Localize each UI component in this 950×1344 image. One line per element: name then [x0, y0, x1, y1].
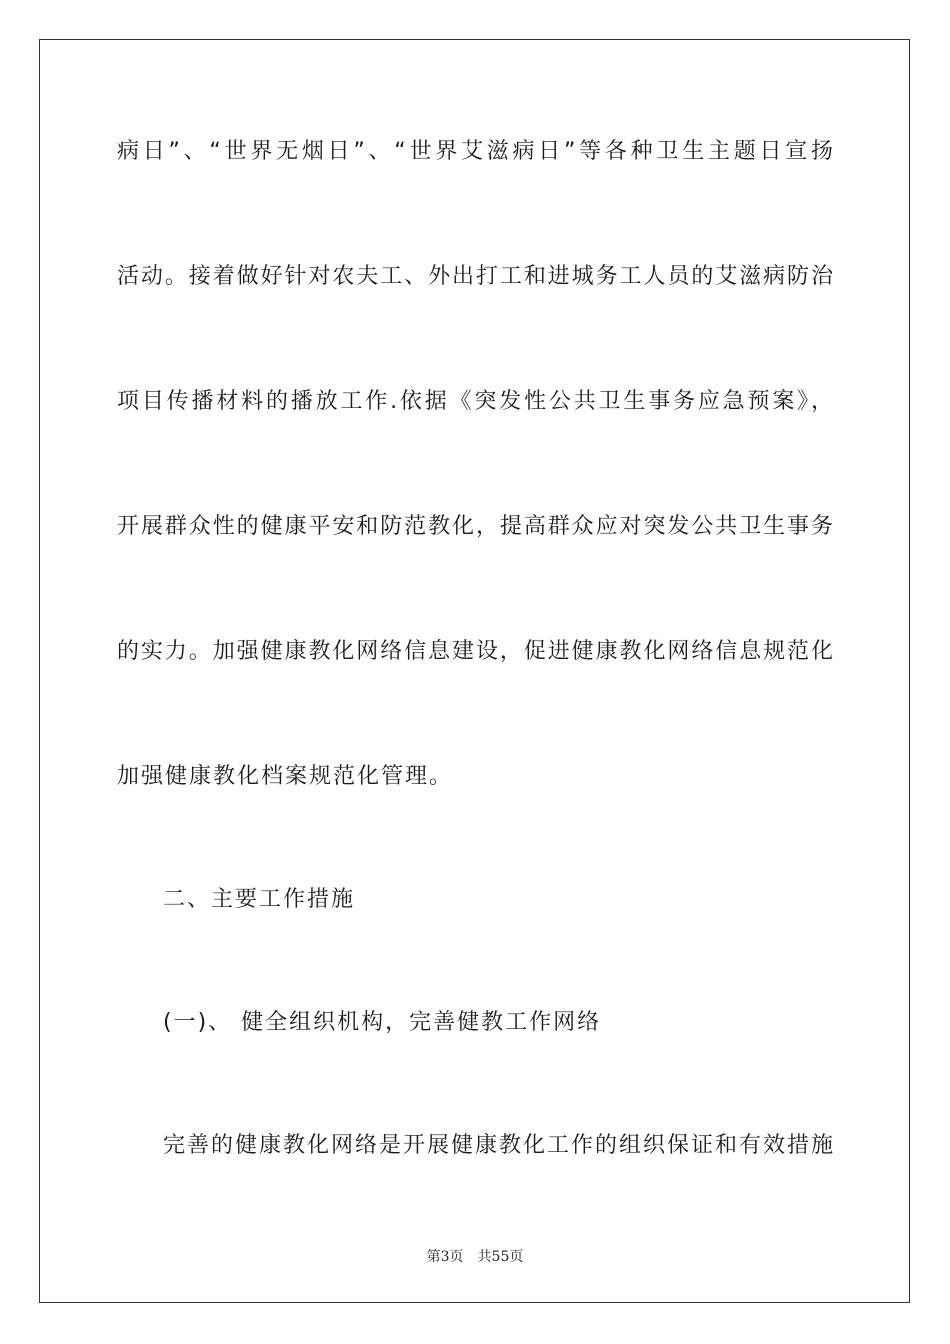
page-border — [39, 39, 910, 1303]
body-line-6: 加强健康教化档案规范化管理。 — [117, 764, 454, 789]
body-line-5: 的实力。加强健康教化网络信息建设，促进健康教化网络信息规范化 — [117, 639, 833, 664]
page-total: 共55页 — [477, 1249, 524, 1265]
body-line-7: 完善的健康教化网络是开展健康教化工作的组织保证和有效措施 — [163, 1133, 833, 1158]
body-line-4: 开展群众性的健康平安和防范教化，提高群众应对突发公共卫生事务 — [117, 514, 833, 539]
page-number: 第3页 — [426, 1249, 464, 1265]
body-line-3: 项目传播材料的播放工作.依据《突发性公共卫生事务应急预案》， — [117, 389, 833, 414]
body-line-2: 活动。接着做好针对农夫工、外出打工和进城务工人员的艾滋病防治 — [117, 264, 833, 289]
section-heading: 二、主要工作措施 — [163, 887, 356, 912]
body-line-1: 病日”、“世界无烟日”、“世界艾滋病日”等各种卫生主题日宣扬 — [117, 139, 833, 164]
page-footer — [0, 1248, 950, 1266]
subsection-heading: (一)、 健全组织机构，完善健教工作网络 — [163, 1010, 602, 1035]
